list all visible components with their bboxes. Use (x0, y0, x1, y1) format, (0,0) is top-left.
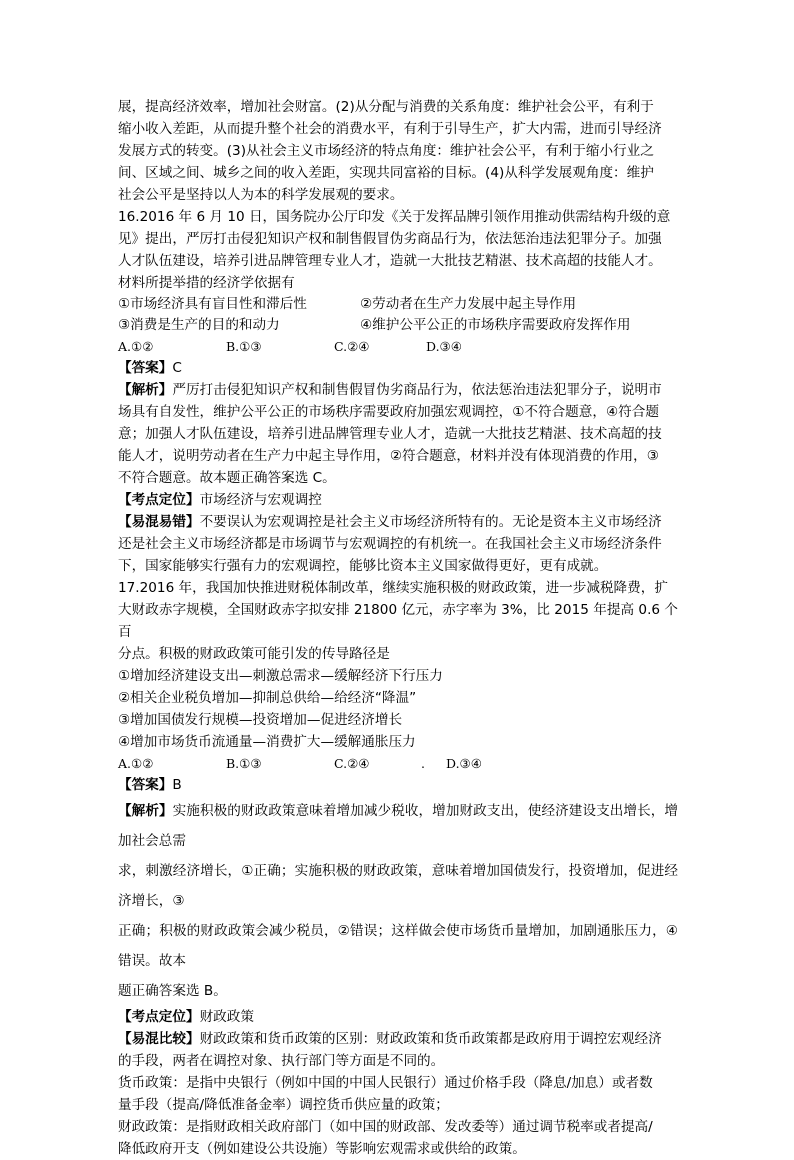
q16-analysis-line: 意；加强人才队伍建设，培养引进品牌管理专业人才，造就一大批技艺精湛、技术高超的技 (118, 426, 662, 442)
q17-analysis-line: 求，刺激经济增长，①正确；实施积极的财政政策，意味着增加国债发行，投资增加，促进经济增长，③ (118, 863, 678, 909)
yihun-text: 财政政策和货币政策的区别：财政政策和货币政策都是政府用于调控宏观经济 (199, 1031, 662, 1047)
document-page (118, 96, 678, 1160)
q17-analysis-line (118, 796, 678, 856)
answer-value: C (172, 360, 182, 376)
q16-option: ③消费是生产的目的和动力 (118, 317, 280, 333)
q16-choice: A.①② (118, 339, 154, 354)
q17-choice: D.③④ (446, 756, 482, 771)
intro-line: 缩小收入差距，从而提升整个社会的消费水平，有利于引导生产，扩大内需，进而引导经济 (118, 121, 662, 137)
q17-choice: A.①② (118, 756, 154, 771)
q16-yihun-line: 还是社会主义市场经济都是市场调节与宏观调控的有机统一。在我国社会主义市场经济条件 (118, 536, 662, 552)
q17-stem-line: 大财政赤字规模，全国财政赤字拟安排 21800 亿元，赤字率为 3%，比 2015 年提高 0.6 个百 (118, 602, 678, 640)
q17-analysis-line: 题正确答案选 B。 (118, 983, 227, 999)
q16-analysis-line: 能人才，说明劳动者在生产力中起主导作用，②符合题意，材料并没有体现消费的作用，③ (118, 448, 659, 464)
q17-stem-line: 分点。积极的财政政策可能引发的传导路径是 (118, 646, 390, 662)
answer-tag: 【答案】 (118, 360, 173, 376)
q16-stem-line: 见》提出，严厉打击侵犯知识产权和制售假冒伪劣商品行为，依法惩治违法犯罪分子。加强 (118, 231, 662, 247)
analysis-tag: 【解析】 (118, 382, 173, 398)
analysis-tag: 【解析】 (118, 803, 173, 819)
q17-option: ①增加经济建设支出—刺激总需求—缓解经济下行压力 (118, 668, 443, 684)
yihun-tag: 【易混易错】 (118, 514, 200, 530)
q17-yihun-line: 降低政府开支（例如建设公共设施）等影响宏观需求或供给的政策。 (118, 1141, 526, 1157)
stray-dot: . (421, 756, 425, 771)
q16-analysis-line: 不符合题意。故本题正确答案选 C。 (118, 470, 336, 486)
q17-analysis-line: 正确；积极的财政政策会减少税员，②错误；这样做会使市场货币量增加，加剧通胀压力，④错误。故本 (118, 923, 678, 969)
q16-stem-line: 材料所提举措的经济学依据有 (118, 275, 295, 291)
kaodian-tag: 【考点定位】 (118, 1009, 200, 1025)
q16-options-row (118, 315, 678, 336)
answer-value: B (172, 777, 182, 793)
intro-line: 发展方式的转变。(3)从社会主义市场经济的特点角度：维护社会公平，有利于缩小行业之 (118, 143, 654, 159)
q16-choice: B.①③ (226, 339, 262, 354)
q17-choice: C.②④ (334, 756, 370, 771)
intro-line: 间、区域之间、城乡之间的收入差距，实现共同富裕的目标。(4)从科学发展观角度：维护 (118, 165, 654, 181)
q17-choices (118, 753, 678, 774)
kaodian-text: 财政政策 (199, 1009, 254, 1025)
kaodian-text: 市场经济与宏观调控 (199, 492, 322, 508)
answer-tag: 【答案】 (118, 777, 173, 793)
q16-choice: C.②④ (334, 339, 370, 354)
q17-yihun-line: 货币政策：是指中央银行（例如中国的中国人民银行）通过价格手段（降息/加息）或者数 (118, 1075, 653, 1091)
analysis-text: 严厉打击侵犯知识产权和制售假冒伪劣商品行为，依法惩治违法犯罪分子，说明市 (172, 382, 662, 398)
q17-yihun-line: 的手段，两者在调控对象、执行部门等方面是不同的。 (118, 1053, 445, 1069)
q17-stem-line: 17.2016 年，我国加快推进财税体制改革，继续实施积极的财政政策，进一步减税降费，扩 (118, 580, 668, 596)
q17-yihun-line: 财政政策：是指财政相关政府部门（如中国的财政部、发改委等）通过调节税率或者提高/ (118, 1119, 653, 1135)
q16-option: ②劳动者在生产力发展中起主导作用 (360, 296, 577, 312)
q17-kaodian (118, 1006, 678, 1028)
q16-analysis-line (118, 379, 678, 401)
yihun-tag: 【易混比较】 (118, 1031, 200, 1047)
q17-option: ③增加国债发行规模—投资增加—促进经济增长 (118, 712, 403, 728)
q16-yihun-line: 下，国家能够实行强有力的宏观调控，能够比资本主义国家做得更好，更有成就。 (118, 558, 608, 574)
q17-option: ④增加市场货币流通量—消费扩大—缓解通胀压力 (118, 734, 416, 750)
intro-line: 展，提高经济效率，增加社会财富。(2)从分配与消费的关系角度：维护社会公平，有利于 (118, 99, 654, 115)
kaodian-tag: 【考点定位】 (118, 492, 200, 508)
q16-analysis-line: 场具有自发性，维护公平公正的市场秩序需要政府加强宏观调控，①不符合题意，④符合题 (118, 404, 659, 420)
analysis-text: 实施积极的财政政策意味着增加减少税收，增加财政支出，使经济建设支出增长，增加社会总需 (118, 803, 678, 849)
q16-stem-line: 16.2016 年 6 月 10 日，国务院办公厅印发《关于发挥品牌引领作用推动供需结构升级的意 (118, 209, 671, 225)
q16-answer (118, 357, 678, 379)
q16-option: ④维护公平公正的市场秩序需要政府发挥作用 (360, 317, 631, 333)
q16-yihun-line (118, 511, 678, 533)
q17-option: ②相关企业税负增加—抑制总供给—给经济“降温” (118, 690, 417, 706)
q16-choice: D.③④ (426, 339, 462, 354)
q16-options-row (118, 294, 678, 315)
yihun-text: 不要误认为宏观调控是社会主义市场经济所特有的。无论是资本主义市场经济 (199, 514, 662, 530)
q17-yihun-line (118, 1028, 678, 1050)
intro-line: 社会公平是坚持以人为本的科学发展观的要求。 (118, 187, 404, 203)
q16-kaodian (118, 489, 678, 511)
q16-stem-line: 人才队伍建设，培养引进品牌管理专业人才，造就一大批技艺精湛、技术高超的技能人才。 (118, 253, 662, 269)
q17-answer (118, 774, 678, 796)
q17-yihun-line: 量手段（提高/降低准备金率）调控货币供应量的政策； (118, 1097, 449, 1113)
q17-choice: B.①③ (226, 756, 262, 771)
q16-option: ①市场经济具有盲目性和滞后性 (118, 296, 307, 312)
q16-choices (118, 336, 678, 357)
